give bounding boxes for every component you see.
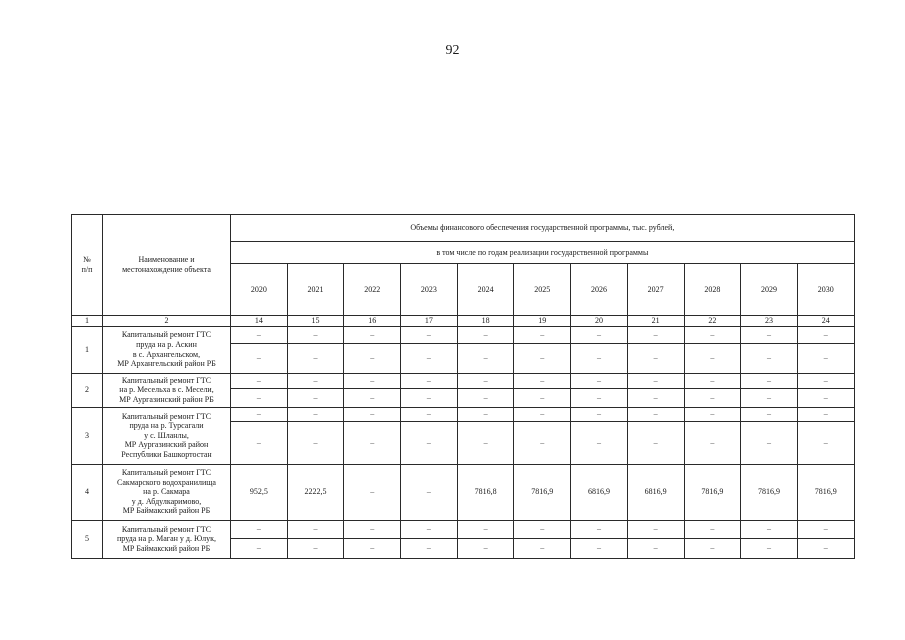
value-cell: –: [457, 373, 514, 388]
value-cell: –: [287, 373, 344, 388]
value-cell: –: [627, 421, 684, 464]
column-number: 18: [457, 316, 514, 327]
value-cell: –: [741, 407, 798, 421]
value-cell: –: [457, 538, 514, 558]
value-cell: –: [741, 421, 798, 464]
value-cell: –: [684, 343, 741, 373]
value-cell: –: [627, 407, 684, 421]
object-name-line: Капитальный ремонт ГТС: [121, 468, 212, 478]
column-number: 1: [72, 316, 103, 327]
object-name-line: МР Баймакский район РБ: [122, 543, 211, 553]
table-row: [72, 520, 855, 538]
header-year-2022: 2022: [344, 264, 401, 316]
value-cell: –: [514, 407, 571, 421]
object-name-line: в с. Архангельском,: [132, 349, 201, 359]
object-name-line: МР Аургазинский район: [124, 440, 209, 450]
table-row: [72, 464, 855, 520]
value-cell: –: [287, 407, 344, 421]
value-cell: –: [797, 520, 854, 538]
column-number: 15: [287, 316, 344, 327]
header-year-2027: 2027: [627, 264, 684, 316]
value-cell: 7816,9: [514, 464, 571, 520]
object-name: [103, 520, 231, 558]
value-cell: –: [344, 407, 401, 421]
value-cell: –: [457, 343, 514, 373]
value-cell: –: [741, 388, 798, 407]
column-number: 16: [344, 316, 401, 327]
value-cell: 2222,5: [287, 464, 344, 520]
value-cell: –: [457, 407, 514, 421]
object-name: [103, 326, 231, 373]
value-cell: –: [627, 343, 684, 373]
object-name-line: на р. Сакмара: [143, 487, 190, 497]
value-cell: –: [514, 538, 571, 558]
value-cell: –: [571, 388, 628, 407]
column-number: 22: [684, 316, 741, 327]
object-name: [103, 464, 231, 520]
page-number: 92: [445, 43, 460, 58]
value-cell: –: [401, 343, 458, 373]
value-cell: –: [684, 421, 741, 464]
value-cell: –: [344, 421, 401, 464]
value-cell: –: [287, 326, 344, 343]
value-cell: –: [401, 326, 458, 343]
object-name-line: МР Архангельский район РБ: [117, 359, 216, 369]
header-year-2021: 2021: [287, 264, 344, 316]
row-number: 4: [72, 464, 103, 520]
value-cell: –: [571, 373, 628, 388]
value-cell: –: [401, 388, 458, 407]
value-cell: –: [684, 538, 741, 558]
value-cell: –: [401, 421, 458, 464]
value-cell: –: [457, 520, 514, 538]
header-year-2023: 2023: [401, 264, 458, 316]
object-name-line: Республики Башкортостан: [121, 449, 212, 459]
value-cell: –: [231, 326, 288, 343]
row-number: 1: [72, 326, 103, 373]
object-name-line: на р. Месельха в с. Месели,: [119, 385, 214, 395]
object-name-line: Капитальный ремонт ГТС: [121, 411, 212, 421]
value-cell: –: [797, 407, 854, 421]
value-cell: –: [571, 407, 628, 421]
object-name: [103, 373, 231, 407]
column-number: 17: [401, 316, 458, 327]
header-year-2025: 2025: [514, 264, 571, 316]
value-cell: –: [287, 538, 344, 558]
header-by-years: в том числе по годам реализации государственной программы: [231, 242, 855, 264]
value-cell: –: [571, 343, 628, 373]
value-cell: –: [344, 538, 401, 558]
value-cell: –: [344, 373, 401, 388]
value-cell: –: [401, 538, 458, 558]
value-cell: –: [571, 538, 628, 558]
value-cell: –: [684, 407, 741, 421]
header-name: Наименование и местонахождение объекта: [103, 215, 231, 316]
value-cell: –: [401, 520, 458, 538]
value-cell: –: [514, 520, 571, 538]
value-cell: –: [344, 520, 401, 538]
value-cell: –: [287, 343, 344, 373]
table-row: [72, 407, 855, 421]
column-number: 23: [741, 316, 798, 327]
value-cell: –: [627, 326, 684, 343]
header-year-2030: 2030: [797, 264, 854, 316]
object-name-line: пруда на р. Аскин: [136, 340, 197, 349]
table-row: [72, 326, 855, 343]
value-cell: –: [401, 373, 458, 388]
object-name-line: у с. Шланлы,: [144, 430, 189, 440]
value-cell: –: [231, 388, 288, 407]
value-cell: –: [231, 407, 288, 421]
value-cell: 7816,9: [684, 464, 741, 520]
value-cell: –: [684, 373, 741, 388]
header-num: № п/п: [72, 215, 103, 316]
column-number: 20: [571, 316, 628, 327]
value-cell: –: [571, 326, 628, 343]
value-cell: –: [457, 326, 514, 343]
value-cell: –: [741, 326, 798, 343]
value-cell: 7816,9: [741, 464, 798, 520]
value-cell: –: [684, 388, 741, 407]
object-name-line: Капитальный ремонт ГТС: [121, 375, 212, 385]
value-cell: –: [741, 538, 798, 558]
header-year-2029: 2029: [741, 264, 798, 316]
value-cell: –: [797, 326, 854, 343]
value-cell: –: [514, 373, 571, 388]
value-cell: –: [457, 421, 514, 464]
value-cell: 7816,9: [797, 464, 854, 520]
value-cell: –: [684, 326, 741, 343]
value-cell: –: [741, 343, 798, 373]
value-cell: –: [457, 388, 514, 407]
value-cell: –: [514, 326, 571, 343]
value-cell: –: [571, 421, 628, 464]
object-name-line: Сакмарского водохранилища: [117, 477, 216, 487]
value-cell: –: [684, 520, 741, 538]
value-cell: –: [401, 407, 458, 421]
value-cell: –: [741, 520, 798, 538]
object-name-line: МР Аургазинский район РБ: [119, 394, 214, 404]
value-cell: 7816,8: [457, 464, 514, 520]
value-cell: –: [344, 388, 401, 407]
value-cell: –: [797, 538, 854, 558]
value-cell: –: [287, 520, 344, 538]
value-cell: –: [401, 464, 458, 520]
value-cell: –: [287, 421, 344, 464]
value-cell: –: [231, 343, 288, 373]
table-row: [72, 373, 855, 388]
column-number: 24: [797, 316, 854, 327]
header-year-2026: 2026: [571, 264, 628, 316]
value-cell: –: [514, 343, 571, 373]
object-name: [103, 407, 231, 464]
value-cell: –: [231, 373, 288, 388]
column-number: 21: [627, 316, 684, 327]
object-name-line: у д. Абдулкаримово,: [131, 496, 202, 506]
object-name-line: МР Баймакский район РБ: [122, 506, 211, 516]
value-cell: –: [741, 373, 798, 388]
object-name-line: пруда на р. Маган у д. Юлук,: [117, 534, 216, 544]
value-cell: –: [514, 421, 571, 464]
value-cell: –: [627, 538, 684, 558]
value-cell: –: [627, 373, 684, 388]
row-number: 2: [72, 373, 103, 407]
value-cell: –: [344, 326, 401, 343]
value-cell: –: [797, 388, 854, 407]
value-cell: –: [797, 373, 854, 388]
row-number: 3: [72, 407, 103, 464]
value-cell: –: [627, 388, 684, 407]
header-year-2028: 2028: [684, 264, 741, 316]
value-cell: 6816,9: [627, 464, 684, 520]
column-number: 19: [514, 316, 571, 327]
value-cell: –: [514, 388, 571, 407]
value-cell: –: [627, 520, 684, 538]
value-cell: –: [797, 421, 854, 464]
column-number: 14: [231, 316, 288, 327]
row-number: 5: [72, 520, 103, 558]
object-name-line: Капитальный ремонт ГТС: [121, 524, 212, 534]
column-number: 2: [103, 316, 231, 327]
object-name-line: Капитальный ремонт ГТС: [121, 330, 212, 340]
funding-table: [71, 214, 855, 559]
value-cell: 952,5: [231, 464, 288, 520]
value-cell: –: [287, 388, 344, 407]
value-cell: 6816,9: [571, 464, 628, 520]
value-cell: –: [231, 538, 288, 558]
value-cell: –: [231, 520, 288, 538]
value-cell: –: [344, 464, 401, 520]
value-cell: –: [571, 520, 628, 538]
header-year-2024: 2024: [457, 264, 514, 316]
header-year-2020: 2020: [231, 264, 288, 316]
header-funding: Объемы финансового обеспечения государственной программы, тыс. рублей,: [231, 215, 855, 242]
object-name-line: пруда на р. Турсагали: [129, 421, 204, 431]
value-cell: –: [231, 421, 288, 464]
value-cell: –: [344, 343, 401, 373]
value-cell: –: [797, 343, 854, 373]
